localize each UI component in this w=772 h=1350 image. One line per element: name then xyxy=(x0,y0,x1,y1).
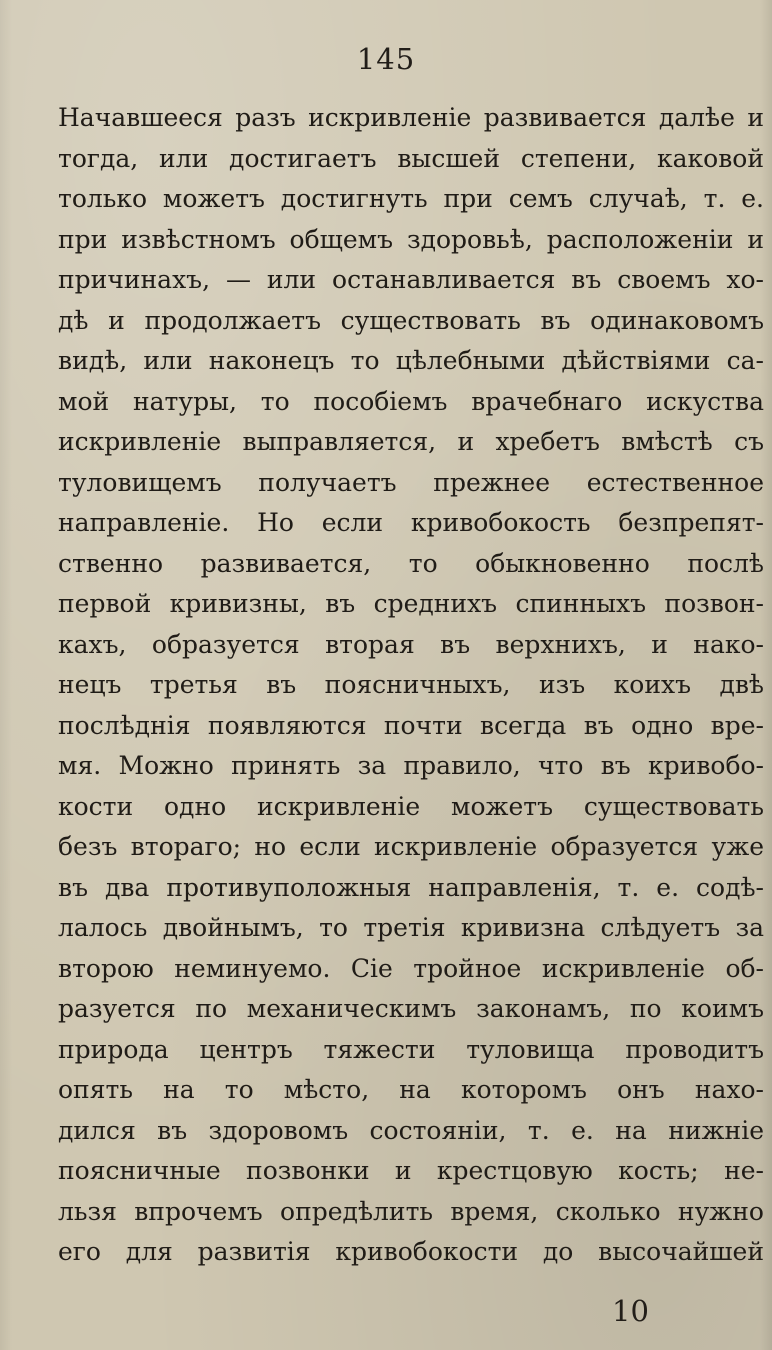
text-line: кости одно искривленіе можетъ существовать xyxy=(58,791,764,821)
text-line: опять на то мѣсто, на которомъ онъ нахо- xyxy=(58,1075,764,1104)
text-line: его для развитія кривобокости до высочайшей xyxy=(58,1237,764,1266)
text-line: ственно развивается, то обыкновенно послѣ xyxy=(58,548,764,578)
signature-mark: 10 xyxy=(612,1294,649,1328)
text-line: направленіе. Но если кривобокость безпрепят- xyxy=(58,508,764,537)
text-line: природа центръ тяжести туловища проводитъ xyxy=(58,1034,764,1064)
text-line: Начавшееся разъ искривленіе развивается далѣе и xyxy=(58,103,764,132)
text-line: только можетъ достигнуть при семъ случаѣ, т. е. xyxy=(58,184,764,213)
text-line: причинахъ, — или останавливается въ своемъ хо- xyxy=(58,265,764,294)
text-line: лалось двойнымъ, то третія кривизна слѣдуетъ за xyxy=(58,913,764,942)
text-line: видѣ, или наконецъ то цѣлебными дѣйствіями са- xyxy=(58,346,764,375)
text-line: поясничные позвонки и крестцовую кость; не- xyxy=(58,1156,764,1185)
text-line: послѣднія появляются почти всегда въ одно вре- xyxy=(58,710,764,740)
text-line: дился въ здоровомъ состояніи, т. е. на нижніе xyxy=(58,1115,764,1145)
text-line: первой кривизны, въ среднихъ спинныхъ позвон- xyxy=(58,589,764,618)
text-line: льзя впрочемъ опредѣлить время, сколько нужно xyxy=(58,1196,764,1226)
text-line: разуется по механическимъ законамъ, по коимъ xyxy=(58,994,764,1023)
page-number: 145 xyxy=(356,42,416,76)
text-line: второю неминуемо. Сіе тройное искривленіе об- xyxy=(58,953,764,983)
text-line: туловищемъ получаетъ прежнее естественное xyxy=(58,467,764,497)
text-line: нецъ третья въ поясничныхъ, изъ коихъ двѣ xyxy=(58,670,764,699)
text-line: кахъ, образуется вторая въ верхнихъ, и нако- xyxy=(58,629,764,659)
text-line: мя. Можно принять за правило, что въ кривобо- xyxy=(58,751,764,780)
text-line: въ два противуположныя направленія, т. е. содѣ- xyxy=(58,872,764,902)
text-line: безъ втораго; но если искривленіе образуется уже xyxy=(58,832,764,861)
text-line: искривленіе выправляется, и хребетъ вмѣстѣ съ xyxy=(58,427,764,456)
body-text xyxy=(58,98,764,1273)
text-line: тогда, или достигаетъ высшей степени, каковой xyxy=(58,143,764,173)
text-line: дѣ и продолжаетъ существовать въ одинаковомъ xyxy=(58,305,764,335)
text-line: при извѣстномъ общемъ здоровьѣ, расположеніи и xyxy=(58,224,764,254)
text-line: мой натуры, то пособіемъ врачебнаго искуства xyxy=(58,386,764,416)
